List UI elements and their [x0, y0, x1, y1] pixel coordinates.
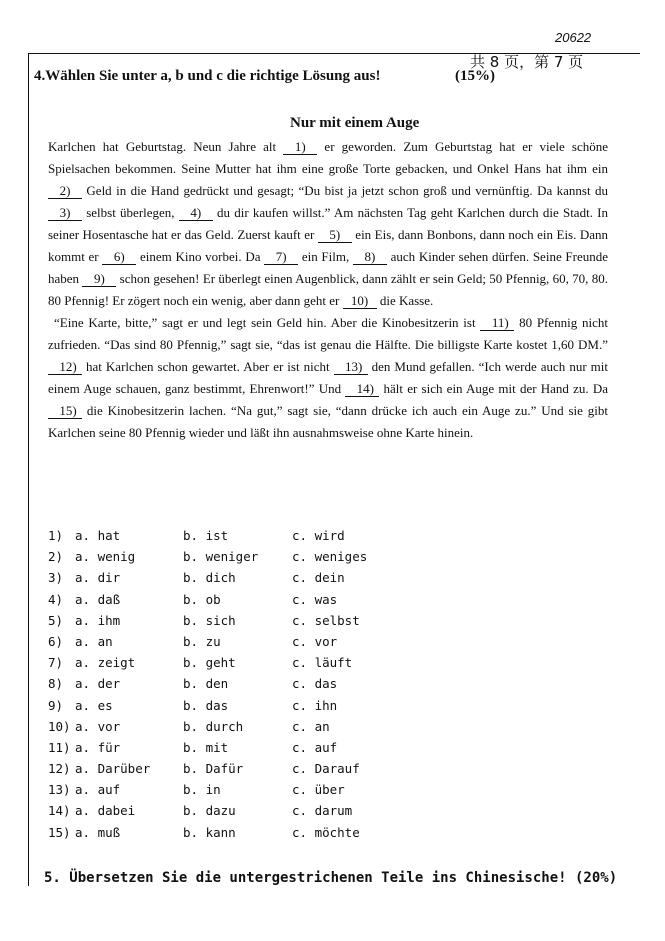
option-c[interactable]: c. möchte — [292, 824, 360, 840]
option-b[interactable]: b. kann — [183, 824, 236, 840]
answer-blank[interactable]: 3) — [48, 206, 82, 221]
passage-text: er geworden. Zum Geburtstag hat er viele schöne Spielsachen bekommen. Seine Mutter hat ihm eine große Torte gebacken, und Onkel Hans hat ihm ein — [48, 139, 608, 176]
section-4-heading: 4.Wählen Sie unter a, b und c die richtige Lösung aus! — [34, 68, 381, 84]
option-b[interactable]: b. weniger — [183, 549, 259, 565]
option-row — [48, 803, 588, 824]
option-number: 14) — [48, 803, 71, 819]
option-c[interactable]: c. darum — [292, 803, 353, 819]
option-c[interactable]: c. an — [292, 718, 330, 734]
option-number: 6) — [48, 633, 64, 649]
option-row — [48, 570, 588, 591]
answer-blank[interactable]: 15) — [48, 404, 82, 419]
option-b[interactable]: b. Dafür — [183, 761, 244, 777]
option-b[interactable]: b. mit — [183, 739, 229, 755]
passage-text: selbst überlegen, — [82, 205, 179, 220]
passage-title: Nur mit einem Auge — [290, 115, 420, 131]
option-b[interactable]: b. sich — [183, 612, 236, 628]
option-row — [48, 549, 588, 570]
option-c[interactable]: c. was — [292, 591, 338, 607]
passage — [48, 136, 608, 444]
answer-blank[interactable]: 13) — [334, 360, 368, 375]
answer-blank[interactable]: 1) — [283, 140, 317, 155]
option-b[interactable]: b. das — [183, 697, 229, 713]
option-row — [48, 634, 588, 655]
option-b[interactable]: b. dich — [183, 570, 236, 586]
option-number: 10) — [48, 718, 71, 734]
page-number: 共 8 页，第 7 页 — [470, 53, 584, 71]
option-b[interactable]: b. in — [183, 782, 221, 798]
answer-blank[interactable]: 2) — [48, 184, 82, 199]
answer-blank[interactable]: 5) — [318, 228, 352, 243]
section-4-percent: (15%) — [455, 68, 495, 84]
passage-text: ein Eis, dann Bonbons, dann noch ein Eis. Dann kommt er — [48, 227, 608, 264]
answer-blank[interactable]: 7) — [264, 250, 298, 265]
section-5-heading: 5. Übersetzen Sie die untergestrichenen Teile ins Chinesische! — [44, 870, 567, 886]
answer-blank[interactable]: 8) — [353, 250, 387, 265]
answer-blank[interactable]: 9) — [82, 272, 116, 287]
answer-blank[interactable]: 4) — [179, 206, 213, 221]
option-number: 5) — [48, 612, 64, 628]
option-row — [48, 528, 588, 549]
option-b[interactable]: b. den — [183, 676, 229, 692]
passage-text: ein Film, — [298, 249, 353, 264]
option-b[interactable]: b. geht — [183, 655, 236, 671]
option-a[interactable]: a. der — [75, 676, 121, 692]
option-row — [48, 698, 588, 719]
passage-text: du dir kaufen willst.” Am nächsten Tag geht Karlchen durch die Stadt. In seiner Hosentasche hat er das Geld. Zuerst kauft er — [48, 205, 608, 242]
option-number: 11) — [48, 739, 71, 755]
option-row — [48, 655, 588, 676]
option-c[interactable]: c. läuft — [292, 655, 353, 671]
option-row — [48, 719, 588, 740]
option-number: 13) — [48, 782, 71, 798]
passage-text: die Kinobesitzerin lachen. “Na gut,” sagt sie, “dann drücke ich auch ein Auge zu.” Und sie gibt Karlchen seine 80 Pfennig wieder und läßt ihn ausnahmsweise ohne Karte hinein. — [48, 403, 608, 440]
answer-blank[interactable]: 14) — [345, 382, 379, 397]
option-a[interactable]: a. wenig — [75, 549, 136, 565]
option-number: 9) — [48, 697, 64, 713]
option-b[interactable]: b. ob — [183, 591, 221, 607]
option-number: 8) — [48, 676, 64, 692]
option-a[interactable]: a. zeigt — [75, 655, 136, 671]
exam-code: 20622 — [555, 30, 592, 45]
option-row — [48, 740, 588, 761]
option-c[interactable]: c. selbst — [292, 612, 360, 628]
passage-text: 80 Pfennig nicht zufrieden. “Das sind 80 Pfennig,” sagt sie, “das ist genau die Hälfte. Die billigste Karte kostet 1,60 DM.” — [48, 315, 608, 352]
option-c[interactable]: c. das — [292, 676, 338, 692]
passage-paragraph — [48, 136, 608, 312]
option-row — [48, 761, 588, 782]
option-number: 15) — [48, 824, 71, 840]
passage-text: den Mund gefallen. “Ich werde auch nur mit einem Auge schauen, ganz bestimmt, Ehrenwort!” Und — [48, 359, 609, 396]
option-number: 3) — [48, 570, 64, 586]
option-b[interactable]: b. ist — [183, 528, 229, 543]
answer-blank[interactable]: 10) — [343, 294, 377, 309]
option-a[interactable]: a. hat — [75, 528, 121, 543]
option-b[interactable]: b. dazu — [183, 803, 236, 819]
option-number: 4) — [48, 591, 64, 607]
option-c[interactable]: c. weniges — [292, 549, 368, 565]
option-a[interactable]: a. auf — [75, 782, 121, 798]
passage-text: schon gesehen! Er überlegt einen Augenblick, dann zählt er sein Geld; 50 Pfennig, 60, 70, 80. 80 Pfennig! Er zögert noch ein wenig, aber dann geht er — [48, 271, 608, 308]
option-b[interactable]: b. durch — [183, 718, 244, 734]
passage-text: Karlchen hat Geburtstag. Neun Jahre alt — [48, 139, 284, 154]
option-c[interactable]: c. über — [292, 782, 345, 798]
option-row — [48, 676, 588, 697]
passage-text: Geld in die Hand gedrückt und gesagt; “Du bist ja jetzt schon groß und vernünftig. Da kannst du — [82, 183, 608, 198]
answer-blank[interactable]: 11) — [480, 316, 514, 331]
answer-blank[interactable]: 6) — [102, 250, 136, 265]
option-a[interactable]: a. dabei — [75, 803, 136, 819]
passage-text: auch Kinder sehen dürfen. Seine Freunde haben — [48, 249, 608, 286]
option-a[interactable]: a. daß — [75, 591, 121, 607]
option-c[interactable]: c. ihn — [292, 697, 338, 713]
option-a[interactable]: a. vor — [75, 718, 121, 734]
option-c[interactable]: c. vor — [292, 633, 338, 649]
option-number: 7) — [48, 655, 64, 671]
option-c[interactable]: c. auf — [292, 739, 338, 755]
left-border-line — [28, 53, 29, 886]
passage-text: einem Kino vorbei. Da — [136, 249, 265, 264]
option-number: 12) — [48, 761, 71, 777]
option-row — [48, 592, 588, 613]
option-row — [48, 825, 588, 846]
option-c[interactable]: c. wird — [292, 528, 345, 543]
option-c[interactable]: c. Darauf — [292, 761, 360, 777]
passage-paragraph — [48, 312, 608, 444]
options-list — [48, 528, 588, 846]
option-a[interactable]: a. an — [75, 633, 113, 649]
passage-text: hält er sich ein Auge mit der Hand zu. Da — [379, 381, 608, 396]
option-a[interactable]: a. Darüber — [75, 761, 151, 777]
passage-text: hat Karlchen schon gewartet. Aber er ist nicht — [82, 359, 334, 374]
option-row — [48, 613, 588, 634]
passage-text: die Kasse. — [376, 293, 434, 308]
option-c[interactable]: c. dein — [292, 570, 345, 586]
option-a[interactable]: a. ihm — [75, 612, 121, 628]
option-number: 2) — [48, 549, 64, 565]
option-a[interactable]: a. dir — [75, 570, 121, 586]
option-a[interactable]: a. für — [75, 739, 121, 755]
section-5-percent: (20%) — [575, 870, 618, 886]
option-a[interactable]: a. es — [75, 697, 113, 713]
passage-text: “Eine Karte, bitte,” sagt er und legt sein Geld hin. Aber die Kinobesitzerin ist — [54, 315, 481, 330]
answer-blank[interactable]: 12) — [48, 360, 82, 375]
option-a[interactable]: a. muß — [75, 824, 121, 840]
option-row — [48, 782, 588, 803]
option-number: 1) — [48, 528, 64, 543]
option-b[interactable]: b. zu — [183, 633, 221, 649]
